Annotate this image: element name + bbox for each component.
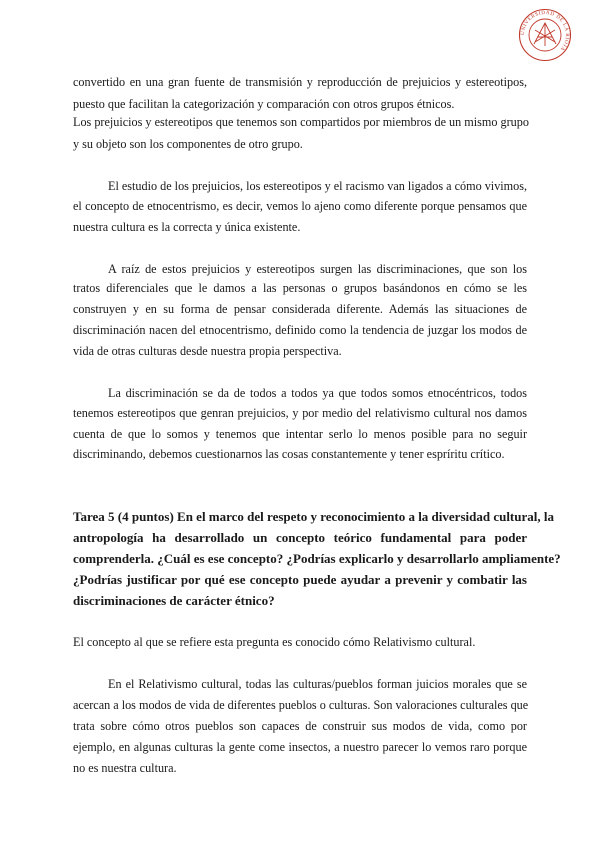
answer-line: trata sobre cómo otros pueblos son capaces de construir sus modos de vida, como por [73,719,527,733]
body-line: Los prejuicios y estereotipos que tenemos son compartidos por miembros de un mismo grupo [73,115,529,129]
body-line: nuestra cultura es la correcta y única existente. [73,220,301,234]
body-line: A raíz de estos prejuicios y estereotipos surgen las discriminaciones, que son los [108,262,527,276]
body-line: vida de otras culturas desde nuestra propia perspectiva. [73,344,342,358]
task-line: Tarea 5 (4 puntos) En el marco del respeto y reconocimiento a la diversidad cultural, la [73,509,554,524]
answer-line: En el Relativismo cultural, todas las culturas/pueblos forman juicios morales que se [108,677,527,691]
body-line: puesto que facilitan la categorización y comparación con otros grupos étnicos. [73,97,455,111]
answer-line: acercan a los modos de vida de diferentes pueblos o culturas. Son valoraciones culturales que [73,698,529,712]
body-line: discriminación nacen del etnocentrismo, definido como la tendencia de juzgar los modos de [73,323,527,337]
answer-line: ejemplo, en algunas culturas la gente come insectos, a nuestro parecer lo vemos raro porque [73,740,527,754]
body-line: y su objeto son los componentes de otro grupo. [73,137,303,151]
body-line: tratos diferenciales que le damos a las personas o grupos basándonos en cómo se les [73,281,527,295]
answer-intro: El concepto al que se refiere esta pregunta es conocido cómo Relativismo cultural. [73,635,476,649]
task-line: discriminaciones de carácter étnico? [73,593,275,608]
body-line: convertido en una gran fuente de transmisión y reproducción de prejuicios y estereotipos, [73,75,527,89]
body-line: La discriminación se da de todos a todos ya que todos somos etnocéntricos, todos [108,386,527,400]
body-line: construyen y en su forma de pensar considerada diferente. Además las situaciones de [73,302,527,316]
body-line: tenemos estereotipos que genran prejuicios, y por medio del relativismo cultural nos damos [73,406,527,420]
university-seal [518,8,572,62]
task-line: antropología ha desarrollado un concepto teórico fundamental para poder [73,530,527,545]
answer-line: no es nuestra cultura. [73,761,177,775]
seal-text: UNIVERSIDAD DE LA RIOJA [519,9,571,53]
body-line: el concepto de etnocentrismo, es decir, vemos lo ajeno como diferente porque pensamos que [73,199,527,213]
body-line: El estudio de los prejuicios, los estereotipos y el racismo van ligados a cómo vivimos, [108,179,528,193]
task-line: comprenderla. ¿Cuál es ese concepto? ¿Podrías explicarlo y desarrollarlo ampliamente? [73,551,561,566]
task-line: ¿Podrías justificar por qué ese concepto puede ayudar a prevenir y combatir las [73,572,527,587]
body-line: discriminando, debemos cuestionarnos las cosas constantemente y tener espríritu crítico. [73,447,505,461]
body-line: cuenta de que lo somos y tenemos que intentar serlo lo menos posible para no seguir [73,427,527,441]
